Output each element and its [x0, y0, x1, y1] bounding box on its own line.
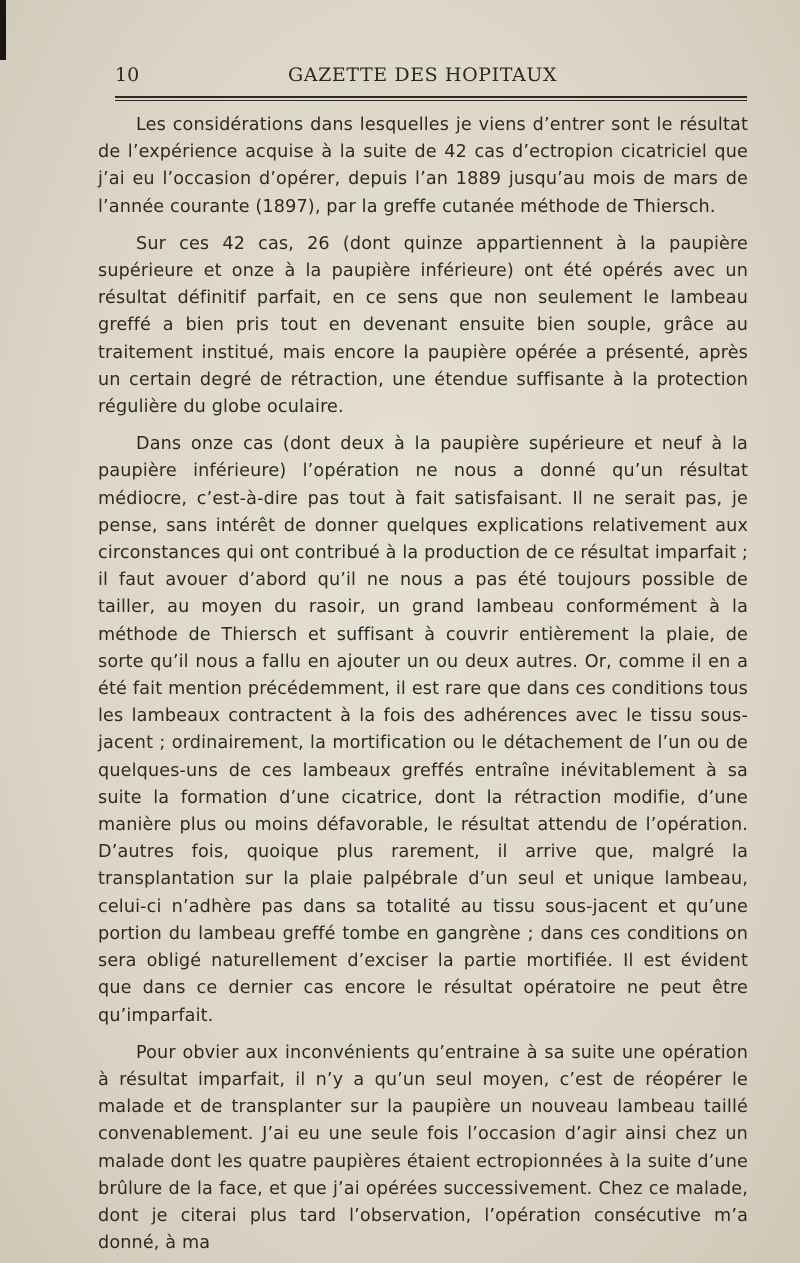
running-header [115, 64, 745, 94]
paragraph-4: Pour obvier aux inconvénients qu’entraine à sa suite une opération à résultat imparfait, il n’y a qu’un seul moyen, c’est de réopérer le malade et de transplanter sur la paupière un nouveau lambeau taillé convenablement. J’ai eu une seule fois l’occasion d’agir ainsi chez un malade dont les quatre paupières étaient ectropionnées à la suite d’une brûlure de la face, et que j’ai opérées successivement. Chez ce malade, dont je citerai plus tard l’observation, l’opération consécutive m’a donné, à ma [98, 1042, 748, 1254]
header-rule-thick [115, 96, 747, 98]
paragraph-2: Sur ces 42 cas, 26 (dont quinze appartiennent à la paupière supérieure et onze à la paupière inférieure) ont été opérés avec un résultat définitif parfait, en ce sens que non seulement le lambeau greffé a bien pris tout en devenant ensuite bien souple, grâce au traitement institué, mais encore la paupière opérée a présenté, après un certain degré de rétraction, une étendue suffisante à la protection régulière du globe oculaire. [98, 233, 748, 418]
page-number: 10 [115, 64, 140, 86]
page-edge-shadow [0, 0, 6, 60]
paragraph-1: Les considérations dans lesquelles je viens d’entrer sont le résultat de l’expérience acquise à la suite de 42 cas d’ectropion cicatriciel que j’ai eu l’occasion d’opérer, depuis l’an 1889 jusqu’au mois de mars de l’année courante (1897), par la greffe cutanée méthode de Thiersch. [98, 115, 748, 217]
journal-title: GAZETTE DES HOPITAUX [288, 64, 558, 86]
paragraph-3: Dans onze cas (dont deux à la paupière supérieure et neuf à la paupière inférieure) l’opération ne nous a donné qu’un résultat médiocre, c’est-à-dire pas tout à fait satisfaisant. Il ne serait pas, je pense, sans intérêt de donner quelques explications relativement aux circonstances qui ont contribué à la production de ce résultat imparfait ; il faut avouer d’abord qu’il ne nous a pas été toujours possible de tailler, au moyen du rasoir, un grand lambeau conformément à la méthode de Thiersch et suffisant à couvrir entièrement la plaie, de sorte qu’il nous a fallu en ajouter un ou deux autres. Or, comme il en a été fait mention précédemment, il est rare que dans ces conditions tous les lambeaux contractent à la fois des adhérences avec le tissu sous-jacent ; ordinairement, la mortification ou le détachement de l’un ou de quelques-uns de ces lambeaux greffés entraîne inévitablement à sa suite la formation d’une cicatrice, dont la rétraction modifie, d’une manière plus ou moins défavorable, le résultat attendu de l’opération. D’autres fois, quoique plus rarement, il arrive que, malgré la transplantation sur la plaie palpébrale d’un seul et unique lambeau, celui-ci n’adhère pas dans sa totalité au tissu sous-jacent et qu’une portion du lambeau greffé tombe en gangrène ; dans ces conditions on sera obligé naturellement d’exciser la partie mortifiée. Il est évident que dans ce dernier cas encore le résultat opératoire ne peut être qu’imparfait. [98, 434, 748, 1026]
header-rule-thin [115, 100, 747, 101]
article-body [98, 112, 748, 1257]
